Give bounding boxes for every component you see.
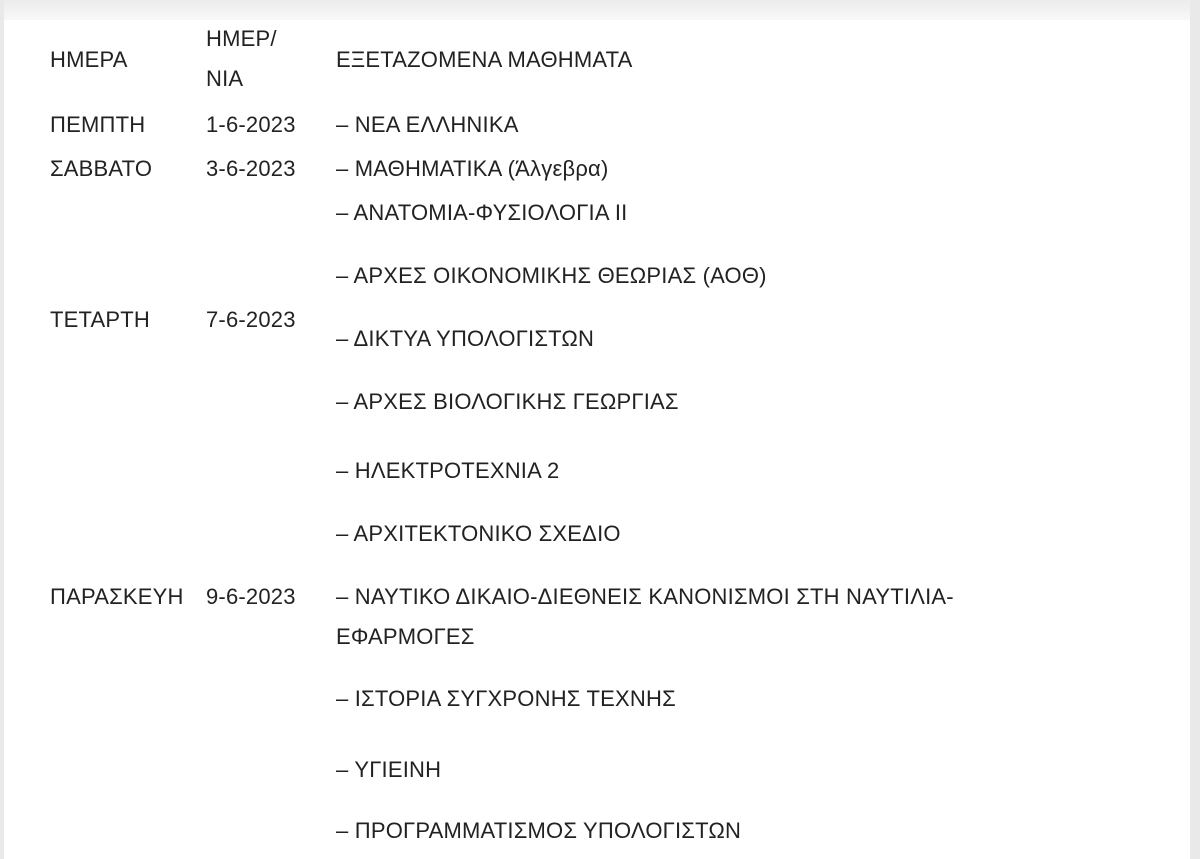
top-bar [0, 0, 1200, 20]
header-day: ΗΜΕΡΑ [50, 47, 128, 72]
subject-item: – ΠΡΟΓΡΑΜΜΑΤΙΣΜΟΣ ΥΠΟΛΟΓΙΣΤΩΝ [336, 818, 742, 843]
left-frame [0, 0, 4, 859]
row-day: ΠΕΜΠΤΗ [50, 112, 146, 137]
header-subjects: ΕΞΕΤΑΖΟΜΕΝΑ ΜΑΘΗΜΑΤΑ [336, 47, 633, 72]
right-frame [1190, 0, 1200, 859]
subject-item: – ΔΙΚΤΥΑ ΥΠΟΛΟΓΙΣΤΩΝ [336, 326, 595, 351]
subject-item: – ΝΕΑ ΕΛΛΗΝΙΚΑ [336, 112, 519, 137]
row-day: ΤΕΤΑΡΤΗ [50, 307, 150, 332]
subject-item: – ΑΡΧΕΣ ΟΙΚΟΝΟΜΙΚΗΣ ΘΕΩΡΙΑΣ (ΑΟΘ) [336, 263, 767, 288]
subject-item: – ΥΓΙΕΙΝΗ [336, 757, 442, 782]
subject-item: – ΑΝΑΤΟΜΙΑ-ΦΥΣΙΟΛΟΓΙΑ ΙΙ [336, 200, 628, 225]
row-date: 7-6-2023 [206, 307, 296, 332]
subject-item: – ΗΛΕΚΤΡΟΤΕΧΝΙΑ 2 [336, 458, 560, 483]
subject-item: – ΑΡΧΕΣ ΒΙΟΛΟΓΙΚΗΣ ΓΕΩΡΓΙΑΣ [336, 389, 679, 414]
row-date: 1-6-2023 [206, 112, 296, 137]
subject-item-continuation: ΕΦΑΡΜΟΓΕΣ [336, 624, 475, 649]
subject-item: – ΜΑΘΗΜΑΤΙΚΑ (Άλγεβρα) [336, 156, 609, 181]
header-date-line1: ΗΜΕΡ/ [206, 26, 277, 51]
row-day: ΠΑΡΑΣΚΕΥΗ [50, 584, 184, 609]
row-date: 3-6-2023 [206, 156, 296, 181]
row-date: 9-6-2023 [206, 584, 296, 609]
row-day: ΣΑΒΒΑΤΟ [50, 156, 153, 181]
header-date-line2: ΝΙΑ [206, 66, 244, 91]
subject-item: – ΝΑΥΤΙΚΟ ΔΙΚΑΙΟ-ΔΙΕΘΝΕΙΣ ΚΑΝΟΝΙΣΜΟΙ ΣΤΗ ΝΑΥΤΙΛΙΑ- [336, 584, 954, 609]
subject-item: – ΑΡΧΙΤΕΚΤΟΝΙΚΟ ΣΧΕΔΙΟ [336, 521, 621, 546]
subject-item: – ΙΣΤΟΡΙΑ ΣΥΓΧΡΟΝΗΣ ΤΕΧΝΗΣ [336, 686, 676, 711]
